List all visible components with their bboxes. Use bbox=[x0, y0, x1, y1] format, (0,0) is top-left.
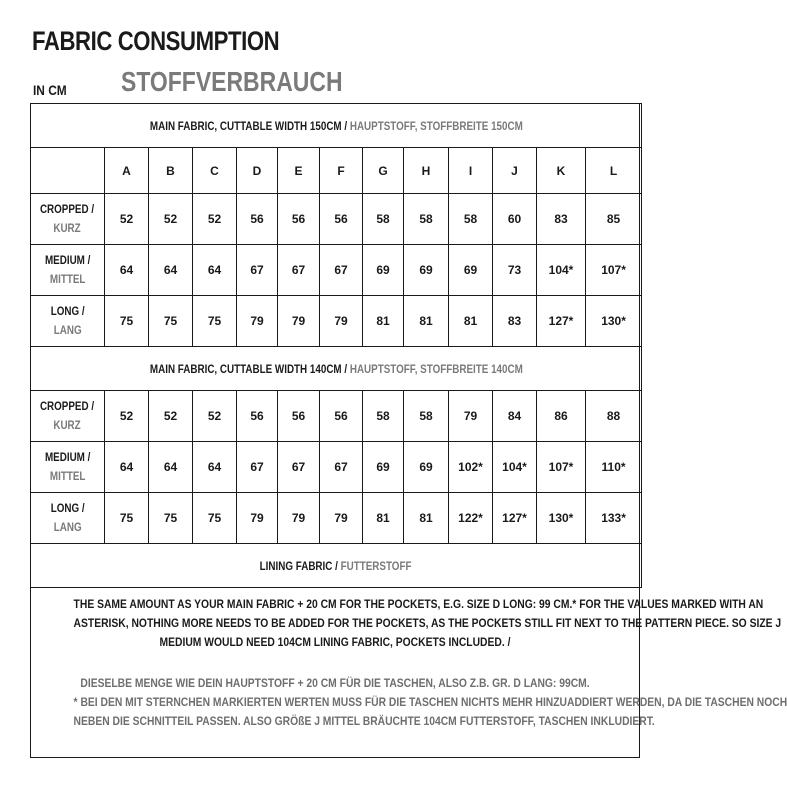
value-cell: 79 bbox=[320, 493, 363, 544]
value-cell: 64 bbox=[149, 245, 193, 296]
value-cell: 56 bbox=[237, 391, 278, 442]
value-cell: 58 bbox=[449, 194, 493, 245]
value-cell: 52 bbox=[105, 194, 149, 245]
section2-header-title-en: MAIN FABRIC, CUTTABLE WIDTH 140CM bbox=[149, 361, 342, 376]
value-cell: 60 bbox=[493, 194, 537, 245]
value-cell: 56 bbox=[320, 391, 363, 442]
row-label bbox=[31, 194, 105, 245]
value-cell: 79 bbox=[449, 391, 493, 442]
value-cell: 81 bbox=[363, 493, 404, 544]
table-row bbox=[31, 296, 642, 347]
section2-header-text bbox=[150, 362, 523, 376]
value-cell: 81 bbox=[363, 296, 404, 347]
size-header-h: H bbox=[404, 148, 449, 194]
lining-header-text bbox=[260, 559, 412, 573]
value-cell: 69 bbox=[363, 442, 404, 493]
row-label-en: CROPPED / bbox=[40, 202, 95, 216]
row-label-de: MITTEL bbox=[49, 272, 86, 286]
value-cell: 69 bbox=[404, 245, 449, 296]
value-cell: 127* bbox=[537, 296, 586, 347]
lining-header-title-de: FUTTERSTOFF bbox=[341, 558, 412, 573]
size-header-g: G bbox=[363, 148, 404, 194]
fabric-table bbox=[30, 103, 642, 588]
value-cell: 52 bbox=[149, 391, 193, 442]
size-header-j: J bbox=[493, 148, 537, 194]
table-row bbox=[31, 493, 642, 544]
table-row bbox=[31, 391, 642, 442]
note-de-line: DIESELBE MENGE WIE DEIN HAUPTSTOFF + 20 CM FÜR DIE TASCHEN, ALSO Z.B. GR. D LANG: 99CM. bbox=[80, 676, 590, 690]
section2-header-separator: / bbox=[341, 361, 350, 376]
row-label-text bbox=[40, 200, 94, 238]
value-cell: 104* bbox=[537, 245, 586, 296]
value-cell: 75 bbox=[105, 493, 149, 544]
value-cell: 69 bbox=[404, 442, 449, 493]
value-cell: 67 bbox=[278, 442, 320, 493]
value-cell: 79 bbox=[237, 493, 278, 544]
value-cell: 56 bbox=[237, 194, 278, 245]
lining-header bbox=[31, 544, 642, 588]
value-cell: 81 bbox=[404, 493, 449, 544]
table-row bbox=[31, 194, 642, 245]
value-cell: 130* bbox=[586, 296, 642, 347]
row-label-de: KURZ bbox=[53, 418, 82, 432]
section1-header-title-de: HAUPTSTOFF, STOFFBREITE 150CM bbox=[349, 118, 523, 133]
row-label-en: MEDIUM / bbox=[44, 450, 91, 464]
value-cell: 107* bbox=[586, 245, 642, 296]
unit-label: IN CM bbox=[33, 82, 67, 98]
value-cell: 79 bbox=[278, 296, 320, 347]
note-en-line: THE SAME AMOUNT AS YOUR MAIN FABRIC + 20 CM FOR THE POCKETS, E.G. SIZE D LONG: 99 CM.* FOR THE VALUES MARKED WITH AN bbox=[73, 597, 764, 611]
value-cell: 58 bbox=[404, 194, 449, 245]
row-label-en: LONG / bbox=[50, 304, 85, 318]
row-label-en: MEDIUM / bbox=[44, 253, 91, 267]
row-label-de: LANG bbox=[53, 520, 82, 534]
value-cell: 75 bbox=[105, 296, 149, 347]
value-cell: 67 bbox=[320, 245, 363, 296]
size-header-k: K bbox=[537, 148, 586, 194]
value-cell: 64 bbox=[193, 245, 237, 296]
note-de-line: * BEI DEN MIT STERNCHEN MARKIERTEN WERTEN MUSS FÜR DIE TASCHEN NICHTS MEHR HINZUADDIERT WERDEN, DA DIE TASCHEN NOCH bbox=[73, 695, 787, 709]
size-header-e: E bbox=[278, 148, 320, 194]
size-header-c: C bbox=[193, 148, 237, 194]
table-row bbox=[31, 245, 642, 296]
value-cell: 79 bbox=[278, 493, 320, 544]
size-header-row bbox=[31, 148, 642, 194]
value-cell: 52 bbox=[193, 194, 237, 245]
note-en-line: MEDIUM WOULD NEED 104CM LINING FABRIC, POCKETS INCLUDED. / bbox=[159, 635, 511, 649]
note-en-line: ASTERISK, NOTHING MORE NEEDS TO BE ADDED FOR THE POCKETS, AS THE POCKETS STILL FIT NEXT TO THE PATTERN PIECE. SO SIZE J bbox=[73, 616, 782, 630]
value-cell: 67 bbox=[278, 245, 320, 296]
value-cell: 69 bbox=[449, 245, 493, 296]
row-label bbox=[31, 245, 105, 296]
row-label-text bbox=[40, 397, 94, 435]
row-label-text bbox=[45, 251, 90, 289]
note-de-line: NEBEN DIE SCHNITTEIL PASSEN. ALSO GRÖßE J MITTEL BRÄUCHTE 104CM FUTTERSTOFF, TASCHEN INKLUDIERT. bbox=[73, 714, 655, 728]
size-header-b: B bbox=[149, 148, 193, 194]
lining-header-cell bbox=[31, 544, 642, 588]
corner-cell bbox=[31, 148, 105, 194]
lining-note bbox=[31, 595, 787, 731]
section1-header-separator: / bbox=[341, 118, 350, 133]
value-cell: 56 bbox=[320, 194, 363, 245]
value-cell: 79 bbox=[237, 296, 278, 347]
row-label-de: LANG bbox=[53, 323, 82, 337]
value-cell: 110* bbox=[586, 442, 642, 493]
row-label bbox=[31, 493, 105, 544]
size-header-f: F bbox=[320, 148, 363, 194]
lining-header-title-en: LINING FABRIC bbox=[260, 558, 333, 573]
value-cell: 56 bbox=[278, 391, 320, 442]
row-label-text bbox=[45, 448, 90, 486]
row-label-en: CROPPED / bbox=[40, 399, 95, 413]
value-cell: 85 bbox=[586, 194, 642, 245]
value-cell: 58 bbox=[363, 194, 404, 245]
row-label-de: KURZ bbox=[53, 221, 82, 235]
value-cell: 58 bbox=[404, 391, 449, 442]
value-cell: 133* bbox=[586, 493, 642, 544]
row-label-text bbox=[51, 499, 85, 537]
section1-header-title-en: MAIN FABRIC, CUTTABLE WIDTH 150CM bbox=[149, 118, 342, 133]
value-cell: 64 bbox=[193, 442, 237, 493]
value-cell: 86 bbox=[537, 391, 586, 442]
row-label bbox=[31, 442, 105, 493]
value-cell: 56 bbox=[278, 194, 320, 245]
section2-header-cell bbox=[31, 347, 642, 391]
value-cell: 104* bbox=[493, 442, 537, 493]
value-cell: 75 bbox=[149, 296, 193, 347]
value-cell: 127* bbox=[493, 493, 537, 544]
value-cell: 122* bbox=[449, 493, 493, 544]
value-cell: 64 bbox=[149, 442, 193, 493]
value-cell: 84 bbox=[493, 391, 537, 442]
page-title: FABRIC CONSUMPTION bbox=[32, 26, 280, 56]
size-header-l: L bbox=[586, 148, 642, 194]
value-cell: 75 bbox=[193, 493, 237, 544]
table-row bbox=[31, 442, 642, 493]
value-cell: 67 bbox=[320, 442, 363, 493]
value-cell: 88 bbox=[586, 391, 642, 442]
page-subtitle: STOFFVERBRAUCH bbox=[121, 66, 343, 97]
value-cell: 130* bbox=[537, 493, 586, 544]
value-cell: 52 bbox=[193, 391, 237, 442]
size-header-i: I bbox=[449, 148, 493, 194]
section1-header bbox=[31, 104, 642, 148]
row-label bbox=[31, 296, 105, 347]
section2-header bbox=[31, 347, 642, 391]
lining-note-de bbox=[31, 674, 787, 731]
value-cell: 64 bbox=[105, 442, 149, 493]
value-cell: 83 bbox=[537, 194, 586, 245]
value-cell: 58 bbox=[363, 391, 404, 442]
value-cell: 52 bbox=[149, 194, 193, 245]
row-label-en: LONG / bbox=[50, 501, 85, 515]
value-cell: 81 bbox=[449, 296, 493, 347]
value-cell: 79 bbox=[320, 296, 363, 347]
size-header-d: D bbox=[237, 148, 278, 194]
value-cell: 107* bbox=[537, 442, 586, 493]
row-label bbox=[31, 391, 105, 442]
value-cell: 52 bbox=[105, 391, 149, 442]
row-label-text bbox=[51, 302, 85, 340]
value-cell: 67 bbox=[237, 245, 278, 296]
lining-header-separator: / bbox=[332, 558, 342, 573]
section1-header-cell bbox=[31, 104, 642, 148]
value-cell: 102* bbox=[449, 442, 493, 493]
section1-header-text bbox=[150, 119, 523, 133]
row-label-de: MITTEL bbox=[49, 469, 86, 483]
value-cell: 75 bbox=[193, 296, 237, 347]
value-cell: 67 bbox=[237, 442, 278, 493]
value-cell: 75 bbox=[149, 493, 193, 544]
value-cell: 83 bbox=[493, 296, 537, 347]
section2-header-title-de: HAUPTSTOFF, STOFFBREITE 140CM bbox=[349, 361, 523, 376]
value-cell: 64 bbox=[105, 245, 149, 296]
value-cell: 81 bbox=[404, 296, 449, 347]
value-cell: 73 bbox=[493, 245, 537, 296]
lining-note-en bbox=[31, 595, 782, 652]
size-header-a: A bbox=[105, 148, 149, 194]
value-cell: 69 bbox=[363, 245, 404, 296]
